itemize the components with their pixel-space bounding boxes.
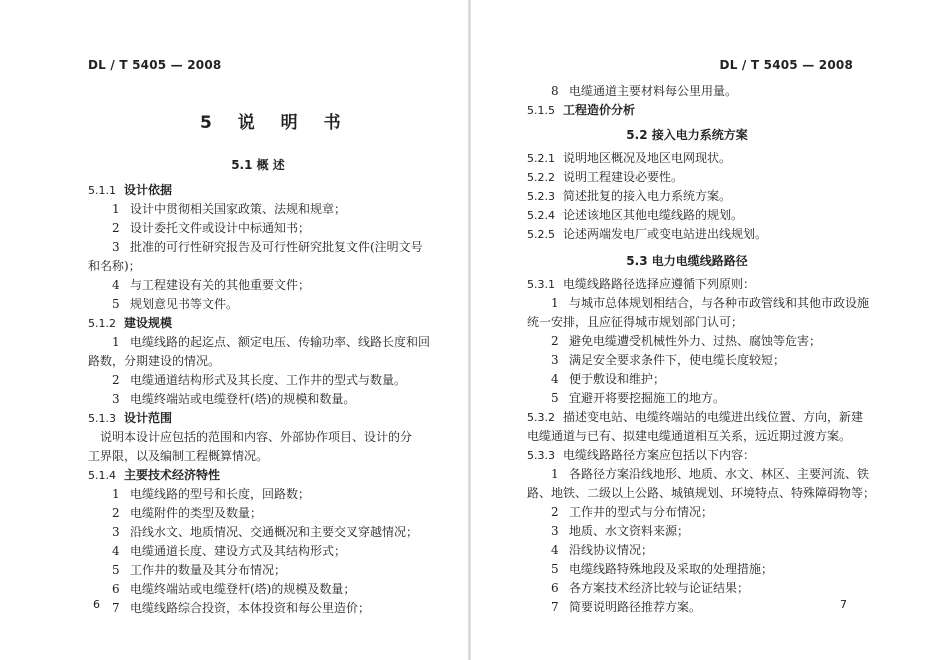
- list-item: 6 电缆终端站或电缆登杆(塔)的规模及数量；: [112, 582, 356, 596]
- list-item: 6 各方案技术经济比较与论证结果；: [551, 581, 750, 595]
- list-item: 3 电缆终端站或电缆登杆(塔)的规模和数量。: [112, 392, 356, 406]
- right-page: [470, 0, 935, 660]
- list-item: 3 满足安全要求条件下，使电缆长度较短；: [551, 353, 786, 367]
- clause-5-3-1: 5.3.1 电缆线路路径选择应遵循下列原则：: [527, 277, 756, 291]
- list-item: 1 与城市总体规划相结合，与各种市政管线和其他市政设施: [551, 296, 870, 310]
- list-item: 5 电缆线路特殊地段及采取的处理措施；: [551, 562, 774, 576]
- paragraph-line: 说明本设计应包括的范围和内容、外部协作项目、设计的分: [100, 430, 413, 444]
- list-item: 3 沿线水文、地质情况、交通概况和主要交叉穿越情况；: [112, 525, 419, 539]
- list-item: 4 与工程建设有关的其他重要文件；: [112, 278, 311, 292]
- page-number: 6: [93, 598, 100, 611]
- list-item-continuation: 路数，分期建设的情况。: [88, 354, 221, 368]
- clause-5-1-3: 5.1.3 设计范围: [88, 411, 173, 425]
- list-item: 1 电缆线路的起迄点、额定电压、传输功率、线路长度和回: [112, 335, 431, 349]
- clause-5-1-4: 5.1.4 主要技术经济特性: [88, 468, 221, 482]
- page-number: 7: [840, 598, 847, 611]
- right-body: [527, 82, 876, 617]
- list-item: 2 电缆附件的类型及数量；: [112, 506, 263, 520]
- list-item-continuation: 和名称)；: [88, 259, 141, 273]
- chapter-title: 5 说 明 书: [200, 113, 351, 133]
- list-item: 4 沿线协议情况；: [551, 543, 654, 557]
- clause-5-3-2: 5.3.2 描述变电站、电缆终端站的电缆进出线位置、方向，新建: [527, 410, 864, 424]
- list-item: 3 批准的可行性研究报告及可行性研究批复文件(注明文号: [112, 240, 423, 254]
- list-item: 2 设计委托文件或设计中标通知书；: [112, 221, 311, 235]
- list-item: 5 规划意见书等文件。: [112, 297, 239, 311]
- section-title-5-3: 5.3 电力电缆线路路径: [626, 254, 748, 268]
- left-body: [88, 156, 431, 618]
- list-item: 4 电缆通道长度、建设方式及其结构形式；: [112, 544, 347, 558]
- paragraph-line: 工界限，以及编制工程概算情况。: [88, 449, 269, 463]
- section-title-5-1: 5.1 概 述: [231, 158, 285, 172]
- list-item-continuation: 路、地铁、二级以上公路、城镇规划、环境特点、特殊障碍物等；: [527, 486, 876, 500]
- list-item-continuation: 统一安排，且应征得城市规划部门认可；: [527, 315, 744, 329]
- list-item: 1 电缆线路的型号和长度，回路数；: [112, 487, 311, 501]
- section-title-5-2: 5.2 接入电力系统方案: [626, 128, 748, 142]
- clause-5-1-1: 5.1.1 设计依据: [88, 183, 173, 197]
- list-item: 7 电缆线路综合投资，本体投资和每公里造价；: [112, 601, 371, 615]
- clause-5-3-3: 5.3.3 电缆线路路径方案应包括以下内容：: [527, 448, 756, 462]
- list-item: 4 便于敷设和维护；: [551, 372, 666, 386]
- page-header: DL / T 5405 — 2008: [719, 58, 853, 72]
- list-item: 8 电缆通道主要材料每公里用量。: [551, 84, 738, 98]
- list-item: 5 工作井的数量及其分布情况；: [112, 563, 287, 577]
- list-item: 2 工作井的型式与分布情况；: [551, 505, 714, 519]
- clause-line: 5.2.4 论述该地区其他电缆线路的规划。: [527, 208, 744, 222]
- clause-5-1-2: 5.1.2 建设规模: [88, 316, 173, 330]
- list-item: 1 各路径方案沿线地形、地质、水文、林区、主要河流、铁: [551, 467, 870, 481]
- clause-line: 5.2.3 简述批复的接入电力系统方案。: [527, 189, 732, 203]
- list-item: 1 设计中贯彻相关国家政策、法规和规章；: [112, 202, 347, 216]
- list-item: 2 避免电缆遭受机械性外力、过热、腐蚀等危害；: [551, 334, 822, 348]
- list-item: 2 电缆通道结构形式及其长度、工作井的型式与数量。: [112, 373, 407, 387]
- clause-line: 5.2.5 论述两端发电厂或变电站进出线规划。: [527, 227, 768, 241]
- paragraph-line: 电缆通道与已有、拟建电缆通道相互关系，远近期过渡方案。: [527, 429, 852, 443]
- clause-line: 5.2.1 说明地区概况及地区电网现状。: [527, 151, 732, 165]
- list-item: 3 地质、水文资料来源；: [551, 524, 690, 538]
- clause-line: 5.2.2 说明工程建设必要性。: [527, 170, 684, 184]
- list-item: 5 宜避开将要挖掘施工的地方。: [551, 391, 726, 405]
- list-item: 7 简要说明路径推荐方案。: [551, 600, 702, 614]
- clause-5-1-5: 5.1.5 工程造价分析: [527, 103, 636, 117]
- page-header: DL / T 5405 — 2008: [88, 58, 222, 72]
